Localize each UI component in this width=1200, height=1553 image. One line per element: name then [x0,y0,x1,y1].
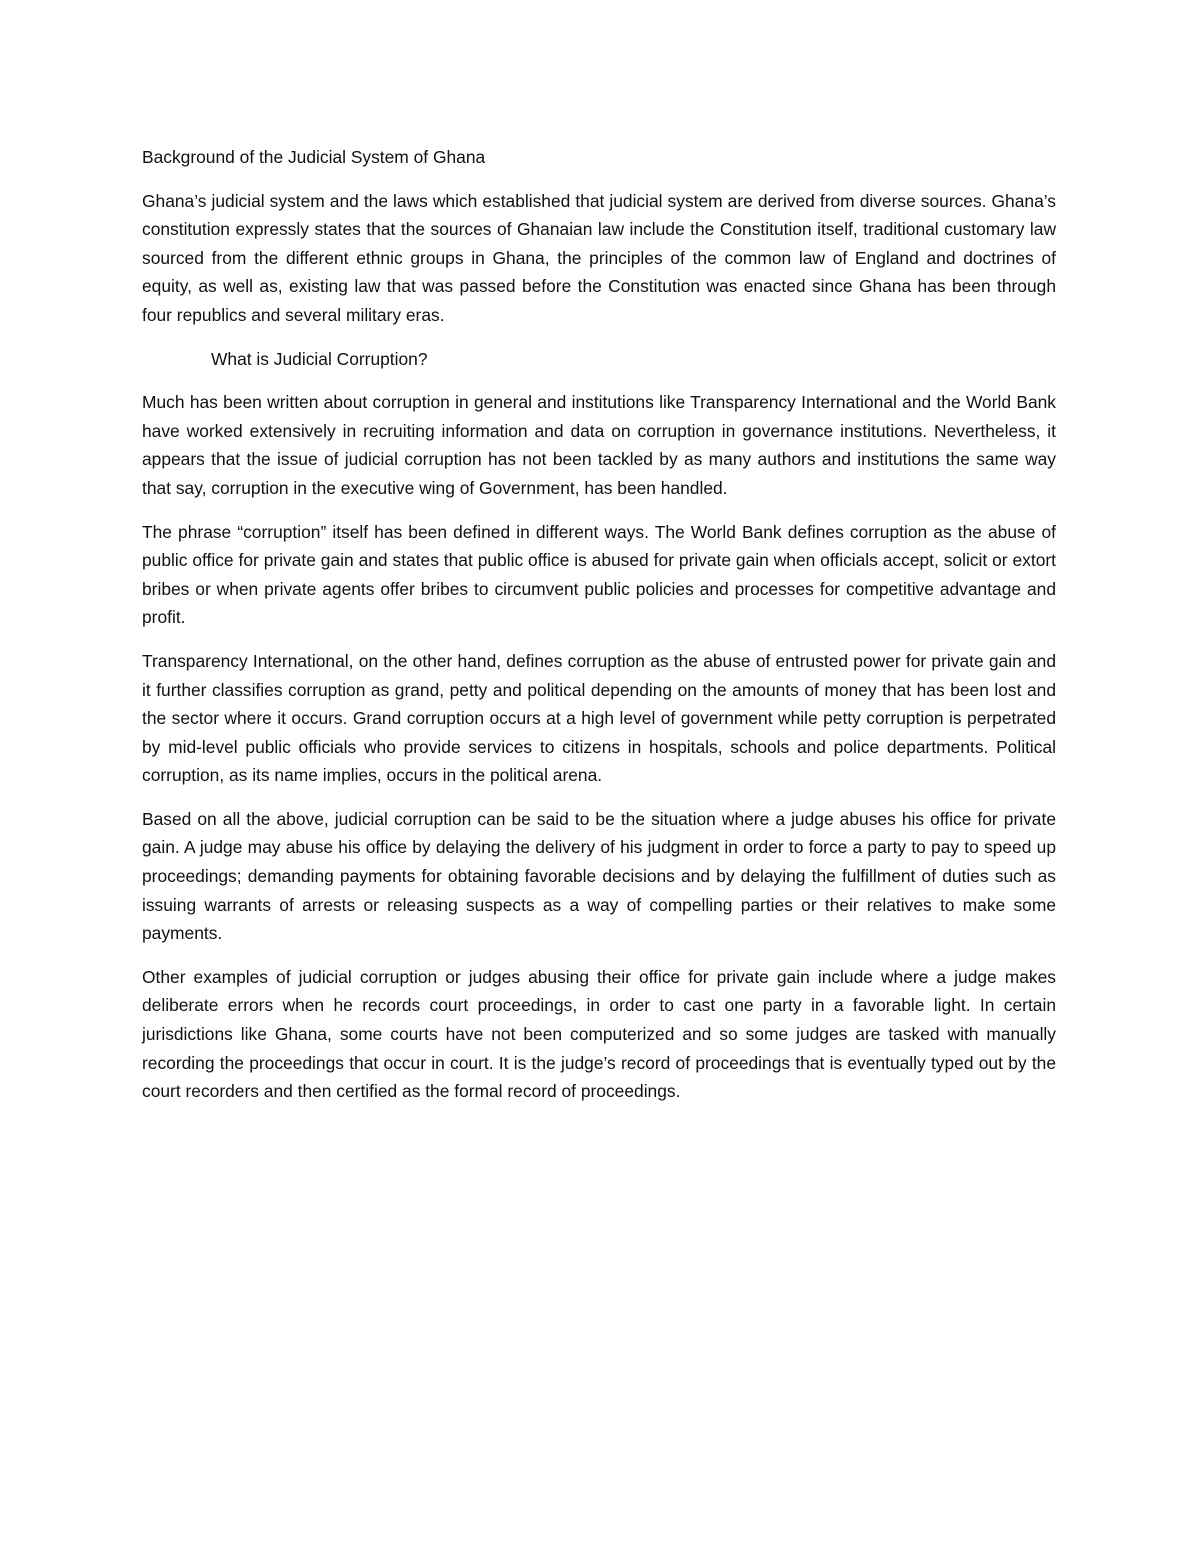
paragraph-corruption-research: Much has been written about corruption in general and institutions like Transparency International and the World Bank have worked extensively in recruiting information and data on corruption in governance institutions. Nevertheless, it appears that the issue of judicial corruption has not been tackled by as many authors and institutions the same way that say, corruption in the executive wing of Government, has been handled. [142,392,1056,498]
paragraph-judicial-sources: Ghana’s judicial system and the laws which established that judicial system are derived from diverse sources. Ghana’s constitution expressly states that the sources of Ghanaian law include the Constitution itself, traditional customary law sourced from the different ethnic groups in Ghana, the principles of the common law of England and doctrines of equity, as well as, existing law that was passed before the Constitution was enacted since Ghana has been through four republics and several military eras. [142,190,1056,325]
paragraph-judicial-corruption-examples: Other examples of judicial corruption or judges abusing their office for private gain include where a judge makes deliberate errors when he records court proceedings, in order to cast one party in a favorable light. In certain jurisdictions like Ghana, some courts have not been computerized and so some judges are tasked with manually recording the proceedings that occur in court. It is the judge’s record of proceedings that is eventually typed out by the court recorders and then certified as the formal record of proceedings. [142,966,1056,1102]
paragraph-transparency-international: Transparency International, on the other hand, defines corruption as the abuse of entrusted power for private gain and it further classifies corruption as grand, petty and political depending on the amounts of money that has been lost and the sector where it occurs. Grand corruption occurs at a high level of government while petty corruption is perpetrated by mid-level public officials who provide services to citizens in hospitals, schools and police departments. Political corruption, as its name implies, occurs in the political arena. [142,650,1056,786]
document-title: Background of the Judicial System of Ghana [142,147,486,167]
section-subtitle: What is Judicial Corruption? [211,348,428,369]
document-body [142,143,1056,1121]
paragraph-world-bank-definition: The phrase “corruption” itself has been defined in different ways. The World Bank defines corruption as the abuse of public office for private gain and states that public office is abused for private gain when officials accept, solicit or extort bribes or when private agents offer bribes to circumvent public policies and processes for competitive advantage and profit. [142,521,1056,628]
paragraph-judicial-corruption-definition: Based on all the above, judicial corruption can be said to be the situation where a judge abuses his office for private gain. A judge may abuse his office by delaying the delivery of his judgment in order to force a party to pay to speed up proceedings; demanding payments for obtaining favorable decisions and by delaying the fulfillment of duties such as issuing warrants of arrests or releasing suspects as a way of compelling parties or their relatives to make some payments. [142,808,1056,944]
